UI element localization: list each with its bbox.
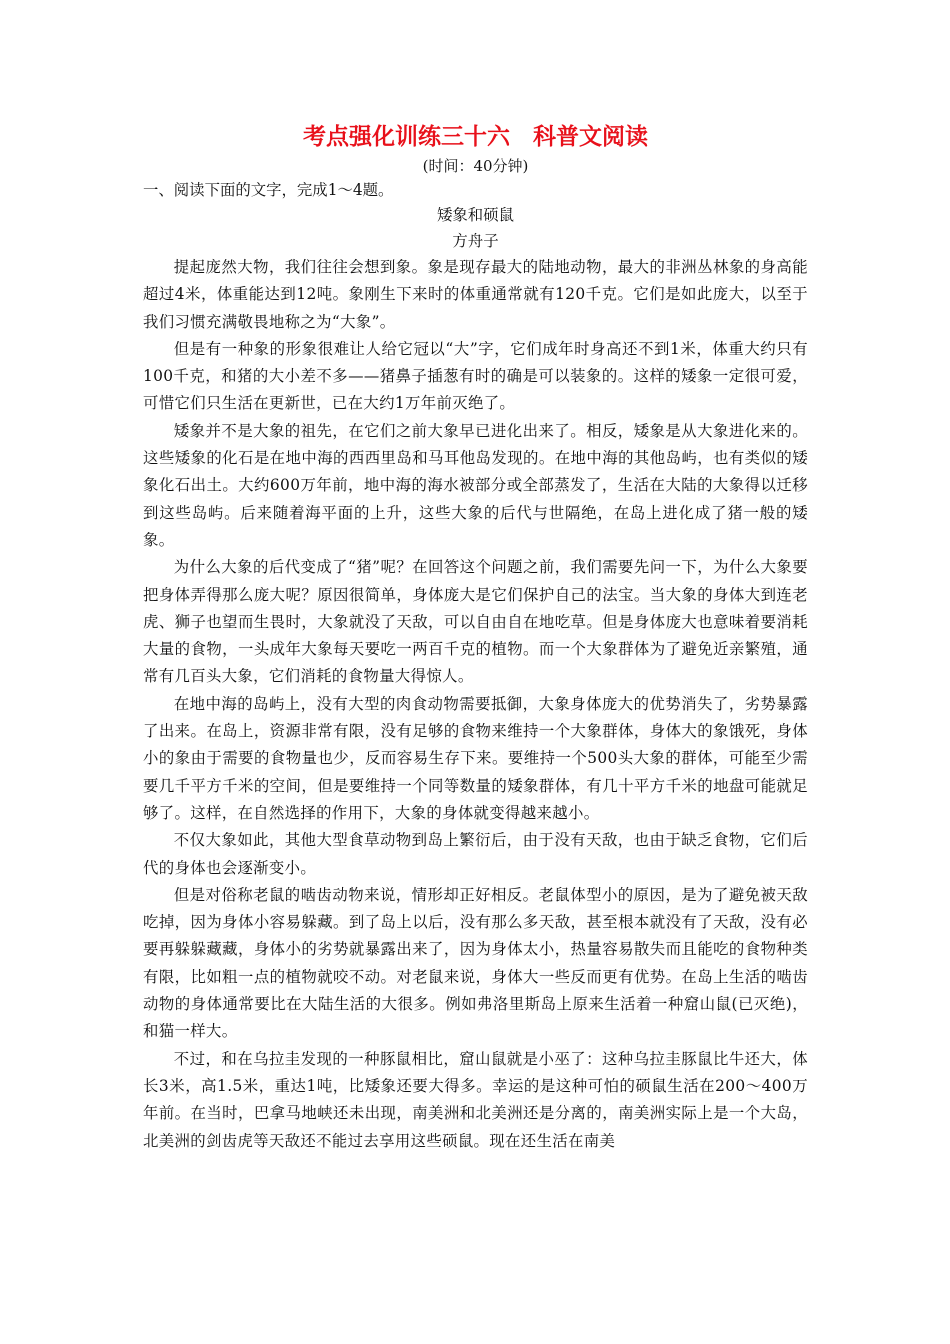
article-paragraph-1: 提起庞然大物，我们往往会想到象。象是现存最大的陆地动物，最大的非洲丛林象的身高能超过4米，体重能达到12吨。象刚生下来时的体重通常就有120千克。它们是如此庞大，以至于我们习惯充满敬畏地称之为“大象”。 bbox=[143, 258, 808, 331]
article-paragraph-3: 矮象并不是大象的祖先，在它们之前大象早已进化出来了。相反，矮象是从大象进化来的。这些矮象的化石是在地中海的西西里岛和马耳他岛发现的。在地中海的其他岛屿，也有类似的矮象化石出土。大约600万年前，地中海的海水被部分或全部蒸发了，生活在大陆的大象得以迁移到这些岛屿。后来随着海平面的上升，这些大象的后代与世隔绝，在岛上进化成了猪一般的矮象。 bbox=[143, 421, 808, 549]
article-paragraph-7: 但是对俗称老鼠的啮齿动物来说，情形却正好相反。老鼠体型小的原因，是为了避免被天敌吃掉，因为身体小容易躲藏。到了岛上以后，没有那么多天敌，甚至根本就没有了天敌，没有必要再躲躲藏藏，身体小的劣势就暴露出来了，因为身体太小，热量容易散失而且能吃的食物种类有限，比如粗一点的植物就咬不动。对老鼠来说，身体大一些反而更有优势。在岛上生活的啮齿动物的身体通常要比在大陆生活的大很多。例如弗洛里斯岛上原来生活着一种窟山鼠(已灭绝)，和猫一样大。 bbox=[143, 885, 808, 1041]
article-title: 矮象和硕鼠 bbox=[437, 206, 514, 224]
document-content bbox=[143, 120, 808, 1155]
article-paragraph-5: 在地中海的岛屿上，没有大型的肉食动物需要抵御，大象身体庞大的优势消失了，劣势暴露了出来。在岛上，资源非常有限，没有足够的食物来维持一个大象群体，身体大的象饿死，身体小的象由于需要的食物量也少，反而容易生存下来。要维持一个500头大象的群体，可能至少需要几千平方千米的空间，但是要维持一个同等数量的矮象群体，有几十平方千米的地盘可能就足够了。这样，在自然选择的作用下，大象的身体就变得越来越小。 bbox=[143, 694, 808, 822]
article-paragraph-8: 不过，和在乌拉圭发现的一种豚鼠相比，窟山鼠就是小巫了：这种乌拉圭豚鼠比牛还大，体长3米，高1.5米，重达1吨，比矮象还要大得多。幸运的是这种可怕的硕鼠生活在200～400万年前。在当时，巴拿马地峡还未出现，南美洲和北美洲还是分离的，南美洲实际上是一个大岛，北美洲的剑齿虎等天敌还不能过去享用这些硕鼠。现在还生活在南美 bbox=[143, 1049, 808, 1150]
article-paragraph-4: 为什么大象的后代变成了“猪”呢？在回答这个问题之前，我们需要先问一下，为什么大象要把身体弄得那么庞大呢？原因很简单，身体庞大是它们保护自己的法宝。当大象的身体大到连老虎、狮子也望而生畏时，大象就没了天敌，可以自由自在地吃草。但是身体庞大也意味着要消耗大量的食物，一头成年大象每天要吃一两百千克的植物。而一个大象群体为了避免近亲繁殖，通常有几百头大象，它们消耗的食物量大得惊人。 bbox=[143, 558, 808, 686]
article-author: 方舟子 bbox=[452, 232, 499, 250]
page-title: 考点强化训练三十六 科普文阅读 bbox=[303, 124, 648, 150]
article-paragraph-2: 但是有一种象的形象很难让人给它冠以“大”字，它们成年时身高还不到1米，体重大约只有100千克，和猪的大小差不多——猪鼻子插葱有时的确是可以装象的。这样的矮象一定很可爱，可惜它们只生活在更新世，已在大约1万年前灭绝了。 bbox=[143, 339, 808, 413]
section-instruction: 一、阅读下面的文字，完成1～4题。 bbox=[143, 181, 394, 199]
article-paragraph-6: 不仅大象如此，其他大型食草动物到岛上繁衍后，由于没有天敌，也由于缺乏食物，它们后代的身体也会逐渐变小。 bbox=[143, 831, 808, 877]
time-limit: (时间：40分钟) bbox=[422, 157, 529, 175]
